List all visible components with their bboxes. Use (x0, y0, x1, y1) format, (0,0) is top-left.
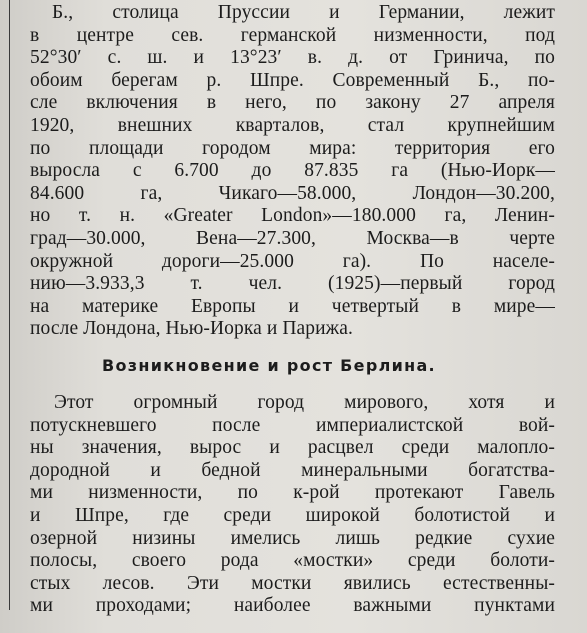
section-heading: Возникновение и рост Берлина. (102, 356, 436, 375)
text-line: озерной низины имелись лишь редкие сухие (30, 527, 555, 549)
text-line: на материке Европы и четвертый в мире— (30, 295, 555, 317)
text-line: ны значения, вырос и расцвел среди малопло- (30, 437, 555, 459)
text-line: полосы, своего рода «мостки» среди болоти- (30, 550, 555, 572)
paragraph-origin-growth (30, 392, 555, 618)
text-line: стых лесов. Эти мостки явились естественны- (30, 572, 555, 594)
text-line: Б., столица Пруссии и Германии, лежит (52, 2, 555, 23)
text-line: в центре сев. германской низменности, под (30, 24, 555, 46)
text-line: выросла с 6.700 до 87.835 га (Нью-Иорк— (30, 160, 555, 182)
text-line: после Лондона, Нью-Иорка и Парижа. (30, 318, 353, 340)
text-line: по площади городом мира: территория его (30, 137, 555, 159)
text-line: град—30.000, Вена—27.300, Москва—в черте (30, 227, 555, 249)
text-line: потускневшего после империалистской вой- (30, 414, 555, 436)
column-rule (9, 0, 10, 610)
text-line: 52°30′ с. ш. и 13°23′ в. д. от Гринича, по (30, 47, 555, 69)
text-line: ми низменности, по к-рой протекают Гавель (30, 482, 555, 504)
text-line: ми проходами; наиболее важными пунктами (30, 595, 555, 617)
text-line: обоим берегам р. Шпре. Современный Б., по- (30, 69, 555, 91)
text-line: и Шпре, где среди широкой болотистой и (30, 504, 555, 526)
text-line: Этот огромный город мирового, хотя и (54, 392, 555, 413)
text-line: сле включения в него, по закону 27 апреля (30, 92, 555, 114)
paragraph-berlin-overview (30, 2, 555, 341)
text-line: 1920, внешних кварталов, стал крупнейшим (30, 114, 555, 136)
text-line: окружной дороги—25.000 га). По населе- (30, 250, 555, 272)
text-line: дородной и бедной минеральными богатства- (30, 459, 555, 481)
text-line: но т. н. «Greater London»—180.000 га, Ленин- (30, 205, 555, 227)
text-line: 84.600 га, Чикаго—58.000, Лондон—30.200, (30, 182, 555, 204)
text-line: нию—3.933,3 т. чел. (1925)—первый город (30, 273, 555, 295)
